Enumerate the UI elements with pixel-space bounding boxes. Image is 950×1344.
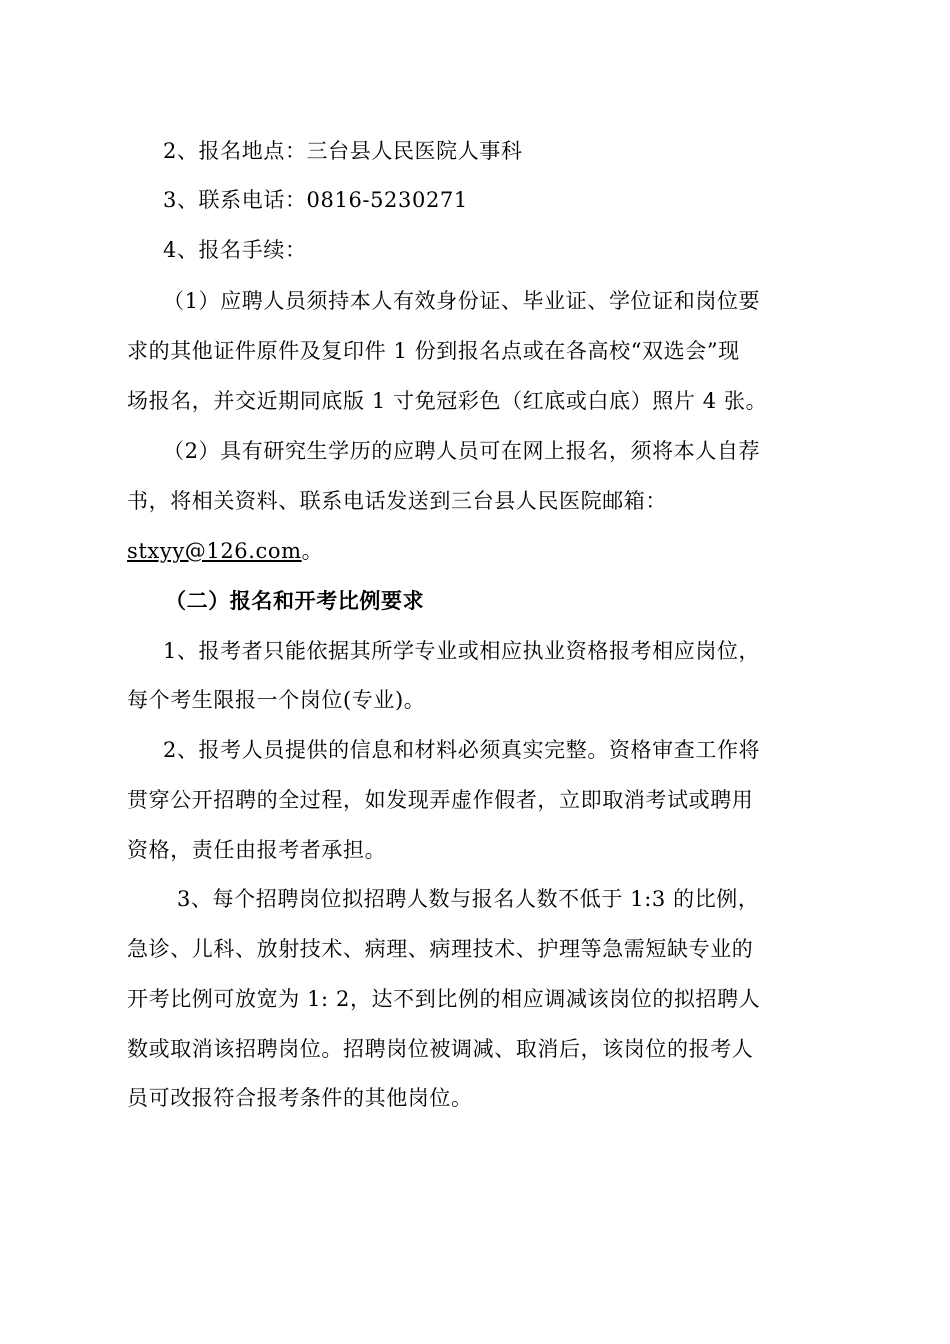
contact-phone-line: 3、联系电话：0816-5230271 xyxy=(163,188,468,212)
email-line xyxy=(127,537,323,565)
requirement-2-line-1: 2、报考人员提供的信息和材料必须真实完整。资格审查工作将 xyxy=(163,738,761,762)
requirement-3-line-1: 3、每个招聘岗位拟招聘人数与报名人数不低于 1:3 的比例， xyxy=(177,887,760,911)
procedure-item-1-line-3: 场报名，并交近期同底版 1 寸免冠彩色（红底或白底）照片 4 张。 xyxy=(127,389,768,413)
requirement-3-line-3: 开考比例可放宽为 1: 2，达不到比例的相应调减该岗位的拟招聘人 xyxy=(127,987,761,1011)
requirement-3-line-5: 员可改报符合报考条件的其他岗位。 xyxy=(127,1086,473,1110)
registration-location-line: 2、报名地点：三台县人民医院人事科 xyxy=(163,139,523,163)
section-heading: （二）报名和开考比例要求 xyxy=(165,588,425,613)
procedure-item-1-line-2: 求的其他证件原件及复印件 1 份到报名点或在各高校“双选会”现 xyxy=(127,339,740,363)
procedure-item-1-line-1: （1）应聘人员须持本人有效身份证、毕业证、学位证和岗位要 xyxy=(163,289,761,313)
requirement-2-line-2: 贯穿公开招聘的全过程，如发现弄虚作假者，立即取消考试或聘用 xyxy=(127,788,754,812)
requirement-3-line-4: 数或取消该招聘岗位。招聘岗位被调减、取消后，该岗位的报考人 xyxy=(127,1037,754,1061)
requirement-2-line-3: 资格，责任由报考者承担。 xyxy=(127,838,387,862)
registration-procedure-line: 4、报名手续： xyxy=(163,238,307,262)
requirement-1-line-2: 每个考生限报一个岗位(专业)。 xyxy=(127,688,426,712)
procedure-item-2-line-1: （2）具有研究生学历的应聘人员可在网上报名，须将本人自荐 xyxy=(163,439,761,463)
email-link[interactable]: stxyy@126.com xyxy=(127,539,302,563)
requirement-1-line-1: 1、报考者只能依据其所学专业或相应执业资格报考相应岗位， xyxy=(163,639,761,663)
email-line-period: 。 xyxy=(301,539,324,563)
requirement-3-line-2: 急诊、儿科、放射技术、病理、病理技术、护理等急需短缺专业的 xyxy=(127,937,754,961)
procedure-item-2-line-2: 书，将相关资料、联系电话发送到三台县人民医院邮箱： xyxy=(127,489,667,513)
